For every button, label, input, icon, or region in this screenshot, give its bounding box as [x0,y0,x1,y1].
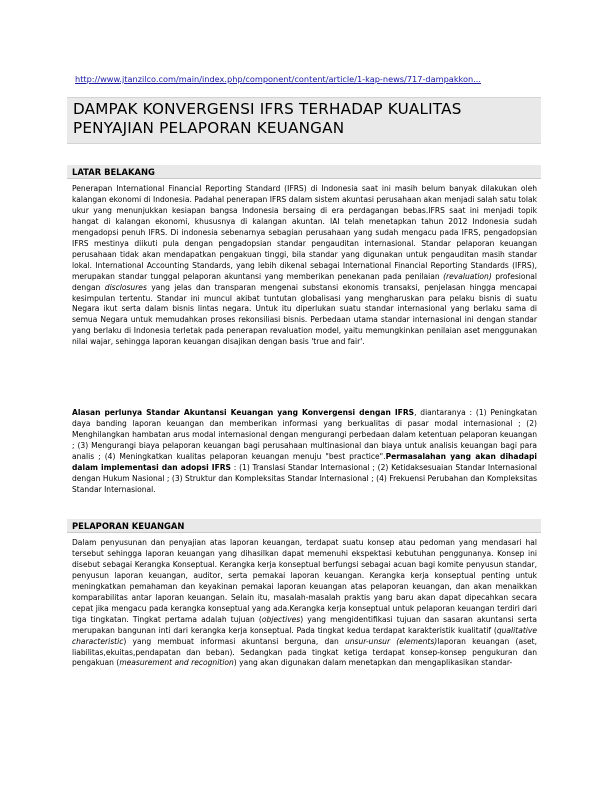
italic-run: disclosures [104,282,147,292]
text-run: , diantaranya : (1) Peningkatan daya banding laporan keuangan dan memberikan informasi yang berkualitas di pasar modal internasional ; (2) Menghilangkan hambatan arus modal internasional dengan mengurangi perbedaan dalam ketentuan pelaporan keuangan ; (3) Mengurangi biaya pelaporan keuangan bagi perusahaan multinasional dan biaya untuk analisis keuangan bagi para analis ; (4) Meningkatkan kualitas pelaporan keuangan menuju "best practice". [72,408,537,461]
italic-run: (revaluation) [443,271,492,281]
document-title-banner [67,97,541,144]
bold-run: Alasan perlunya Standar Akuntansi Keuangan yang Konvergensi dengan IFRS [72,408,415,417]
text-run: profesional dengan [72,271,537,292]
document-title [67,98,541,138]
text-run: yang jelas dan transparan mengenai substansi ekonomis transaksi, penjelasan hingga mencapai kesimpulan tertentu. Standar ini muncul akibat tuntutan globalisasi yang mengharuskan para pelaku bisnis di suatu Negara ikut serta dalam bisnis lintas negara. Untuk itu diperlukan suatu standar internasional yang berlaku sama di semua Negara untuk memudahkan proses rekonsiliasi bisnis. Perbedaan utama standar internasional ini dengan standar yang berlaku di Indonesia terletak pada penerapan revaluation model, yaitu memungkinkan penilaian aset menggunakan nilai wajar, sehingga laporan keuangan disajikan dengan basis 'true and fair'. [72,282,537,347]
paragraph-latar-belakang-2 [72,408,537,496]
title-line-2: PENYAJIAN PELAPORAN KEUANGAN [73,119,345,137]
text-run: ) yang akan digunakan dalam menetapkan dan mengaplikasikan standar- [233,658,513,668]
italic-run: measurement and recognition [119,658,234,668]
text-run: ) yang membuat informasi akuntansi berguna, dan [123,636,345,646]
section-heading-pelaporan-keuangan: PELAPORAN KEUANGAN [67,519,541,533]
text-run: : (1) Translasi Standar Internasional ; (2) Ketidaksesuaian Standar Internasional dengan Hukum Nasional ; (3) Struktur dan Kompleksitas Standar Internasional ; (4) Frekuensi Perubahan dan Kompleksitas Standar Internasional. [72,462,537,494]
source-url-link[interactable]: http://www.jtanzilco.com/main/index.php/component/content/article/1-kap-news/717-dampakkon... [75,74,482,84]
title-line-1: DAMPAK KONVERGENSI IFRS TERHADAP KUALITAS [73,100,462,118]
bold-run: Permasalahan yang akan dihadapi dalam implementasi dan adopsi IFRS [72,451,537,472]
text-run: Dalam penyusunan dan penyajian atas laporan keuangan, terdapat suatu konsep atau pedoman yang mendasari hal tersebut sehingga laporan keuangan yang dihasilkan dapat memenuhi ekspektasi kebutuhan penggunanya. Konsep ini disebut sebagai Kerangka Konseptual. Kerangka kerja konseptual berfungsi sebagai acuan bagi komite penyusun standar, penyusun laporan keuangan, auditor, serta pemakai laporan keuangan. Kerangka kerja konseptual penting untuk meningkatkan pemahaman dan keyakinan pemakai laporan keuangan atas pelaporan keuangan, dan akan menaikkan komparabilitas antar laporan keuangan. Selain itu, masalah-masalah praktis yang baru akan dapat dipecahkan secara cepat jika mengacu pada kerangka konseptual yang ada.Kerangka kerja konseptual untuk pelaporan keuangan terdiri dari tiga tingkatan. Tingkat pertama adalah tujuan ( [72,538,537,624]
text-run: laporan keuangan (aset, liabilitas,ekuitas,pendapatan dan beban). Sedangkan pada tingkat ketiga terdapat konsep-konsep pengukuran dan pengakuan ( [72,636,537,668]
section-heading-latar-belakang: LATAR BELAKANG [67,165,541,179]
italic-run: objectives [261,614,301,624]
paragraph-latar-belakang-1 [72,184,537,348]
italic-run: unsur-unsur (elements) [344,636,438,646]
italic-run: qualitative characteristic [72,625,537,646]
text-run: ) yang mengidentifikasi tujuan dan sasaran akuntansi serta merupakan bangunan inti dari kerangka kerja konseptual. Pada tingkat kedua terdapat karakteristik kualitatif ( [72,614,538,635]
text-run: Penerapan International Financial Reporting Standard (IFRS) di Indonesia saat ini masih belum banyak dilakukan oleh kalangan ekonomi di Indonesia. Padahal penerapan IFRS dalam sistem akuntasi perusahaan akan menjadi salah satu tolak ukur yang menunjukkan kesiapan bangsa Indonesia bersaing di era perdagangan bebas.IFRS saat ini menjadi topik hangat di kalangan ekonomi, khususnya di kalangan akuntan. IAI telah menetapkan tahun 2012 Indonesia sudah mengadopsi penuh IFRS. Di indonesia sebenarnya sebagian perusahaan yang sudah mengacu pada IFRS, pengadopsian IFRS mestinya diikuti pula dengan pengadopsian standar pengauditan internasional. Standar pelaporan keuangan perusahaan tidak akan mendapatkan pengakuan tinggi, bila standar yang digunakan untuk pengauditan masih standar lokal. International Accounting Standards, yang lebih dikenal sebagai International Financial Reporting Standards (IFRS), merupakan standar tunggal pelaporan akuntansi yang memberikan penekanan pada penilaian [72,184,537,281]
paragraph-pelaporan-keuangan-1 [72,538,537,669]
